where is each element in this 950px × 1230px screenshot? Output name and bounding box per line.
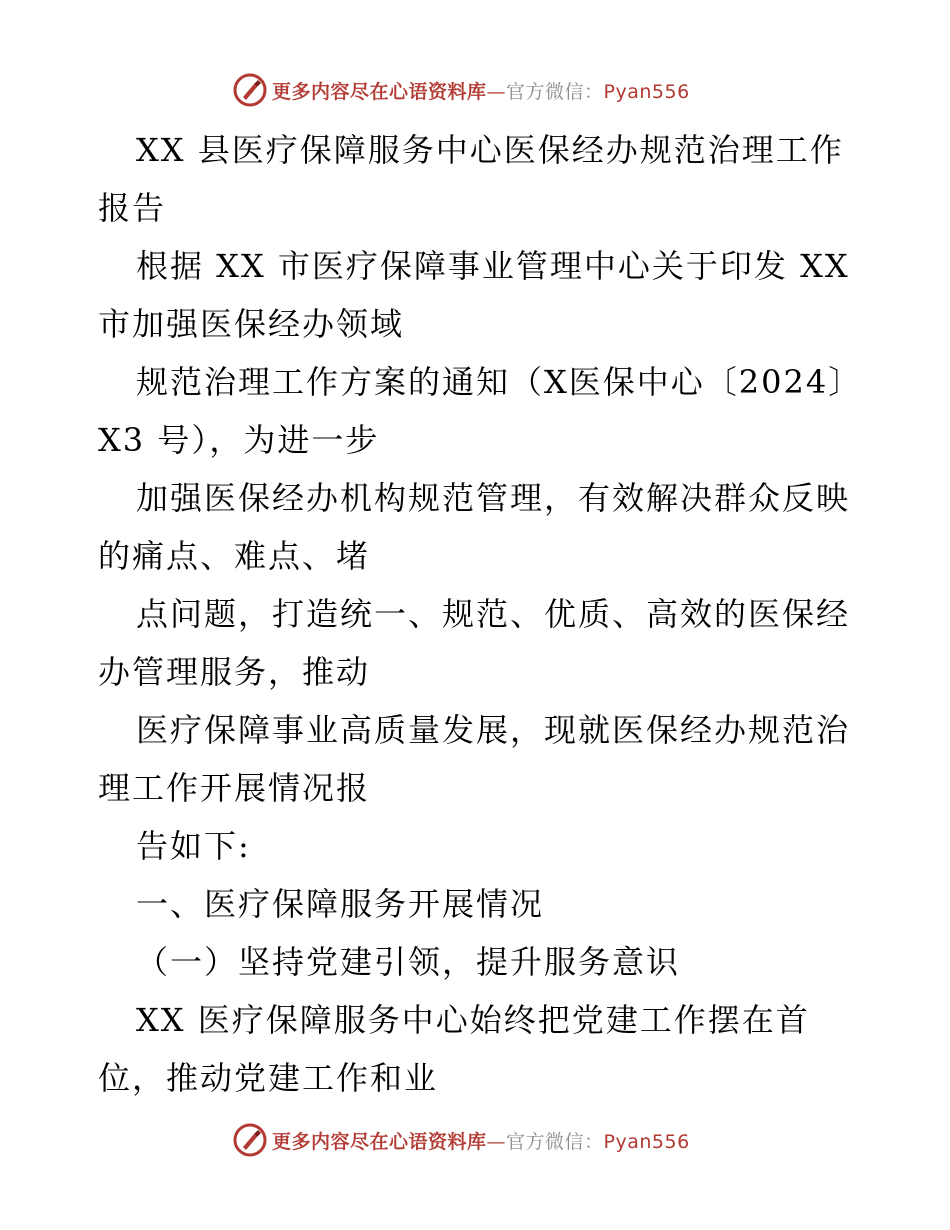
paragraph-line: 加强医保经办机构规范管理，有效解决群众反映 — [136, 479, 851, 517]
header-banner — [232, 70, 690, 110]
footer-banner — [232, 1120, 690, 1160]
paragraph-line: 理工作开展情况报 — [98, 769, 371, 807]
banner-wechat-id: Pyan556 — [603, 1130, 690, 1153]
paragraph-line: 医疗保障事业高质量发展，现就医保经办规范治 — [136, 711, 851, 749]
paragraph-line: 的痛点、难点、堵 — [98, 537, 371, 575]
banner-text — [272, 1127, 690, 1154]
section-heading: 一、医疗保障服务开展情况 — [136, 885, 545, 923]
title-line-2: 报告 — [98, 189, 167, 227]
pen-seal-icon — [232, 72, 268, 108]
paragraph-line: 告如下: — [136, 827, 251, 865]
banner-lead: 更多内容尽在心语资料库 — [272, 1130, 487, 1153]
paragraph-line: XX 医疗保障服务中心始终把党建工作摆在首 — [136, 1001, 810, 1039]
paragraph-line: 根据 XX 市医疗保障事业管理中心关于印发 XX — [136, 247, 850, 285]
pen-seal-icon — [232, 1122, 268, 1158]
paragraph-line: 市加强医保经办领域 — [98, 305, 405, 343]
banner-wechat-id: Pyan556 — [603, 80, 690, 103]
document-body — [98, 120, 868, 1110]
banner-dash: — — [486, 1130, 507, 1153]
title-line-1: XX 县医疗保障服务中心医保经办规范治理工作 — [136, 131, 844, 169]
paragraph-line: 位，推动党建工作和业 — [98, 1059, 439, 1097]
banner-label: 官方微信： — [506, 80, 604, 103]
paragraph-line: 规范治理工作方案的通知（X医保中心〔2024〕 — [136, 363, 863, 401]
banner-lead: 更多内容尽在心语资料库 — [272, 80, 487, 103]
paragraph-line: 办管理服务，推动 — [98, 653, 371, 691]
banner-label: 官方微信： — [506, 1130, 604, 1153]
banner-text — [272, 77, 690, 104]
banner-dash: — — [486, 80, 507, 103]
subsection-heading: （一）坚持党建引领，提升服务意识 — [136, 943, 681, 981]
paragraph-line: 点问题，打造统一、规范、优质、高效的医保经 — [136, 595, 851, 633]
paragraph-line: X3 号），为进一步 — [98, 421, 380, 459]
